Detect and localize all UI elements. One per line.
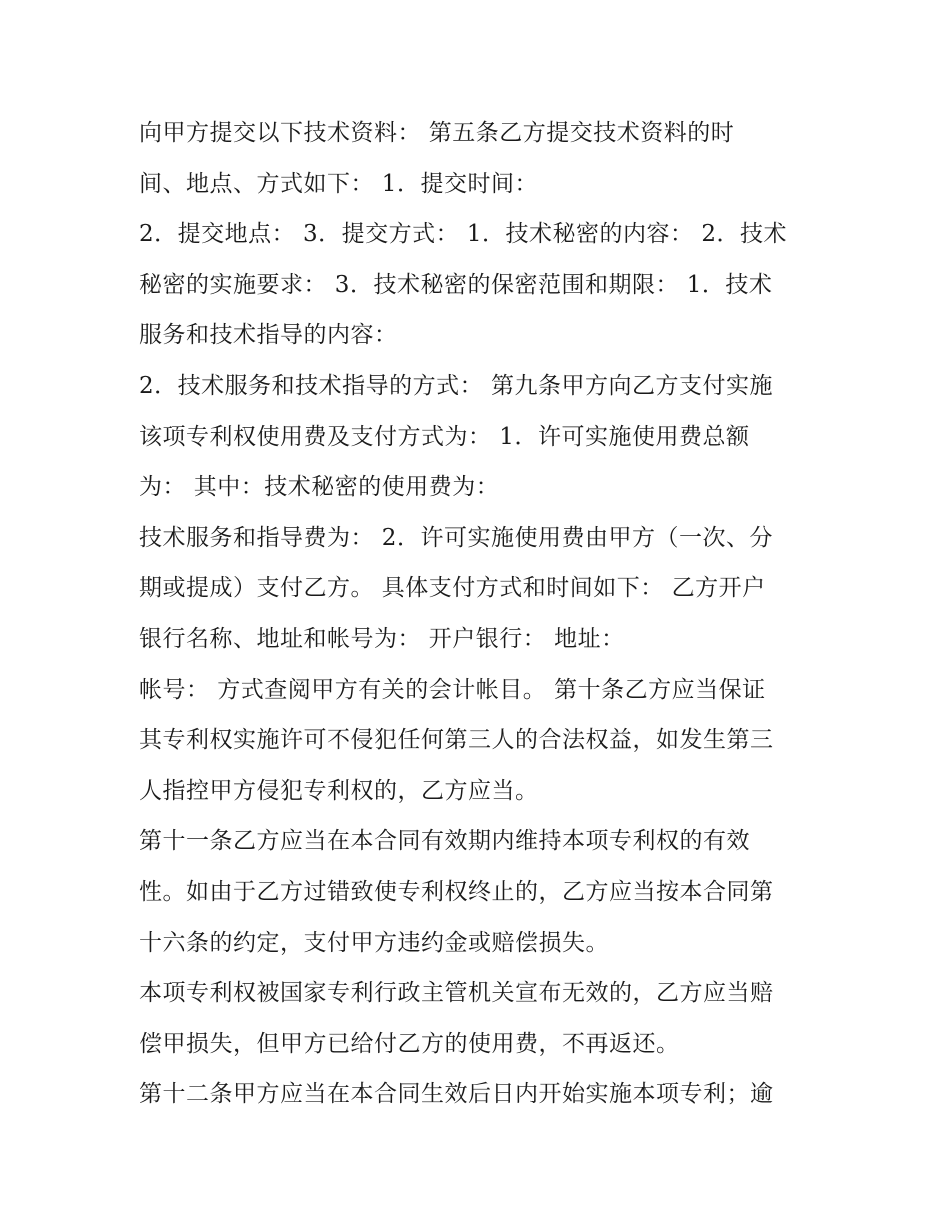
text-line: 为： 其中：技术秘密的使用费为： <box>139 474 500 501</box>
text-line: 技术服务和指导费为： 2．许可实施使用费由甲方（一次、分 <box>139 524 773 551</box>
text-line: 偿甲损失，但甲方已给付乙方的使用费，不再返还。 <box>139 1030 680 1057</box>
text-line: 2．技术服务和技术指导的方式： 第九条甲方向乙方支付实施 <box>139 372 773 399</box>
text-line: 十六条的约定，支付甲方违约金或赔偿损失。 <box>139 929 609 956</box>
text-line: 服务和技术指导的内容： <box>139 322 398 349</box>
text-line: 人指控甲方侵犯专利权的，乙方应当。 <box>139 777 539 804</box>
text-line: 其专利权实施许可不侵犯任何第三人的合法权益，如发生第三 <box>139 727 774 754</box>
text-line: 期或提成）支付乙方。 具体支付方式和时间如下： 乙方开户 <box>139 575 766 602</box>
text-line: 2．提交地点： 3．提交方式： 1．技术秘密的内容： 2．技术 <box>139 221 787 248</box>
text-line: 间、地点、方式如下： 1．提交时间： <box>139 170 538 197</box>
text-line: 第十一条乙方应当在本合同有效期内维持本项专利权的有效 <box>139 828 750 855</box>
document-body <box>139 108 819 1120</box>
text-line: 第十二条甲方应当在本合同生效后日内开始实施本项专利；逾 <box>139 1081 774 1108</box>
text-line: 向甲方提交以下技术资料： 第五条乙方提交技术资料的时 <box>139 120 735 146</box>
text-line: 银行名称、地址和帐号为： 开户银行： 地址： <box>139 625 625 652</box>
text-line: 该项专利权使用费及支付方式为： 1．许可实施使用费总额 <box>139 423 750 450</box>
text-line: 帐号： 方式查阅甲方有关的会计帐目。 第十条乙方应当保证 <box>139 676 766 703</box>
text-line: 性。如由于乙方过错致使专利权终止的，乙方应当按本合同第 <box>139 878 774 905</box>
text-line: 秘密的实施要求： 3．技术秘密的保密范围和期限： 1．技术 <box>139 271 773 298</box>
text-line: 本项专利权被国家专利行政主管机关宣布无效的，乙方应当赔 <box>139 980 774 1007</box>
